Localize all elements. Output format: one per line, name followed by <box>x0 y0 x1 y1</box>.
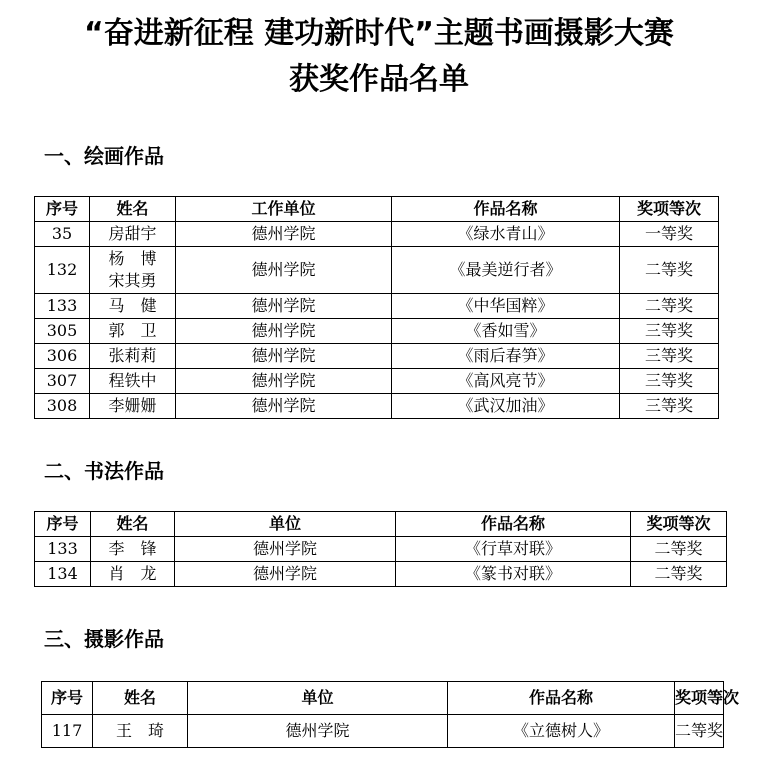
cell-work: 《立德树人》 <box>448 715 675 748</box>
section-heading-painting: 一、绘画作品 <box>44 144 164 168</box>
cell-name: 张莉莉 <box>90 344 176 369</box>
cell-no: 306 <box>35 344 90 369</box>
cell-no: 308 <box>35 394 90 419</box>
cell-name: 房甜宇 <box>90 222 176 247</box>
header-award: 奖项等次 <box>620 197 719 222</box>
cell-no: 134 <box>35 562 91 587</box>
calligraphy-awards-table <box>34 511 727 587</box>
header-unit: 单位 <box>188 682 448 715</box>
header-award: 奖项等次 <box>675 682 724 715</box>
cell-work: 《篆书对联》 <box>396 562 631 587</box>
header-name: 姓名 <box>91 512 175 537</box>
cell-name: 王 琦 <box>93 715 188 748</box>
table-row <box>35 222 719 247</box>
cell-award: 三等奖 <box>620 344 719 369</box>
cell-unit: 德州学院 <box>176 344 392 369</box>
cell-name: 李姗姗 <box>90 394 176 419</box>
cell-unit: 德州学院 <box>176 222 392 247</box>
cell-award: 一等奖 <box>620 222 719 247</box>
cell-award: 二等奖 <box>620 294 719 319</box>
header-award: 奖项等次 <box>631 512 727 537</box>
cell-award: 三等奖 <box>620 394 719 419</box>
table-row <box>35 247 719 294</box>
cell-unit: 德州学院 <box>175 537 396 562</box>
cell-work: 《武汉加油》 <box>392 394 620 419</box>
cell-unit: 德州学院 <box>176 319 392 344</box>
cell-award: 三等奖 <box>620 369 719 394</box>
table-row <box>35 369 719 394</box>
table-row <box>35 344 719 369</box>
cell-award: 二等奖 <box>631 562 727 587</box>
cell-award: 三等奖 <box>620 319 719 344</box>
cell-no: 133 <box>35 294 90 319</box>
table-row <box>42 715 724 748</box>
cell-no: 305 <box>35 319 90 344</box>
cell-award: 二等奖 <box>620 247 719 294</box>
table-header-row <box>35 512 727 537</box>
header-name: 姓名 <box>90 197 176 222</box>
document-title-line2: 获奖作品名单 <box>289 62 469 97</box>
cell-name: 程铁中 <box>90 369 176 394</box>
header-no: 序号 <box>35 512 91 537</box>
cell-no: 132 <box>35 247 90 294</box>
cell-work: 《香如雪》 <box>392 319 620 344</box>
cell-no: 35 <box>35 222 90 247</box>
cell-no: 307 <box>35 369 90 394</box>
cell-no: 117 <box>42 715 93 748</box>
cell-work: 《绿水青山》 <box>392 222 620 247</box>
section-heading-calligraphy: 二、书法作品 <box>44 459 164 483</box>
cell-work: 《中华国粹》 <box>392 294 620 319</box>
cell-unit: 德州学院 <box>176 247 392 294</box>
cell-name: 杨 博 宋其勇 <box>90 247 176 294</box>
table-row <box>35 394 719 419</box>
header-unit: 工作单位 <box>176 197 392 222</box>
cell-name: 郭 卫 <box>90 319 176 344</box>
photography-awards-table <box>41 681 740 748</box>
cell-no: 133 <box>35 537 91 562</box>
cell-unit: 德州学院 <box>188 715 448 748</box>
cell-name: 马 健 <box>90 294 176 319</box>
cell-name: 肖 龙 <box>91 562 175 587</box>
cell-award: 二等奖 <box>675 715 724 748</box>
header-unit: 单位 <box>175 512 396 537</box>
cell-work: 《最美逆行者》 <box>392 247 620 294</box>
cell-unit: 德州学院 <box>176 369 392 394</box>
painting-awards-table <box>34 196 719 419</box>
header-name: 姓名 <box>93 682 188 715</box>
cell-work: 《高风亮节》 <box>392 369 620 394</box>
table-header-row <box>42 682 724 715</box>
header-work: 作品名称 <box>448 682 675 715</box>
table-row <box>35 537 727 562</box>
header-work: 作品名称 <box>396 512 631 537</box>
document-title-line1: “奋进新征程 建功新时代”主题书画摄影大赛 <box>84 16 674 51</box>
cell-name: 李 锋 <box>91 537 175 562</box>
table-row <box>35 319 719 344</box>
table-header-row <box>35 197 719 222</box>
header-no: 序号 <box>35 197 90 222</box>
cell-award: 二等奖 <box>631 537 727 562</box>
cell-unit: 德州学院 <box>176 394 392 419</box>
table-row <box>35 562 727 587</box>
cell-unit: 德州学院 <box>176 294 392 319</box>
cell-unit: 德州学院 <box>175 562 396 587</box>
header-work: 作品名称 <box>392 197 620 222</box>
section-heading-photography: 三、摄影作品 <box>44 627 164 651</box>
cell-work: 《行草对联》 <box>396 537 631 562</box>
header-no: 序号 <box>42 682 93 715</box>
cell-work: 《雨后春笋》 <box>392 344 620 369</box>
table-row <box>35 294 719 319</box>
